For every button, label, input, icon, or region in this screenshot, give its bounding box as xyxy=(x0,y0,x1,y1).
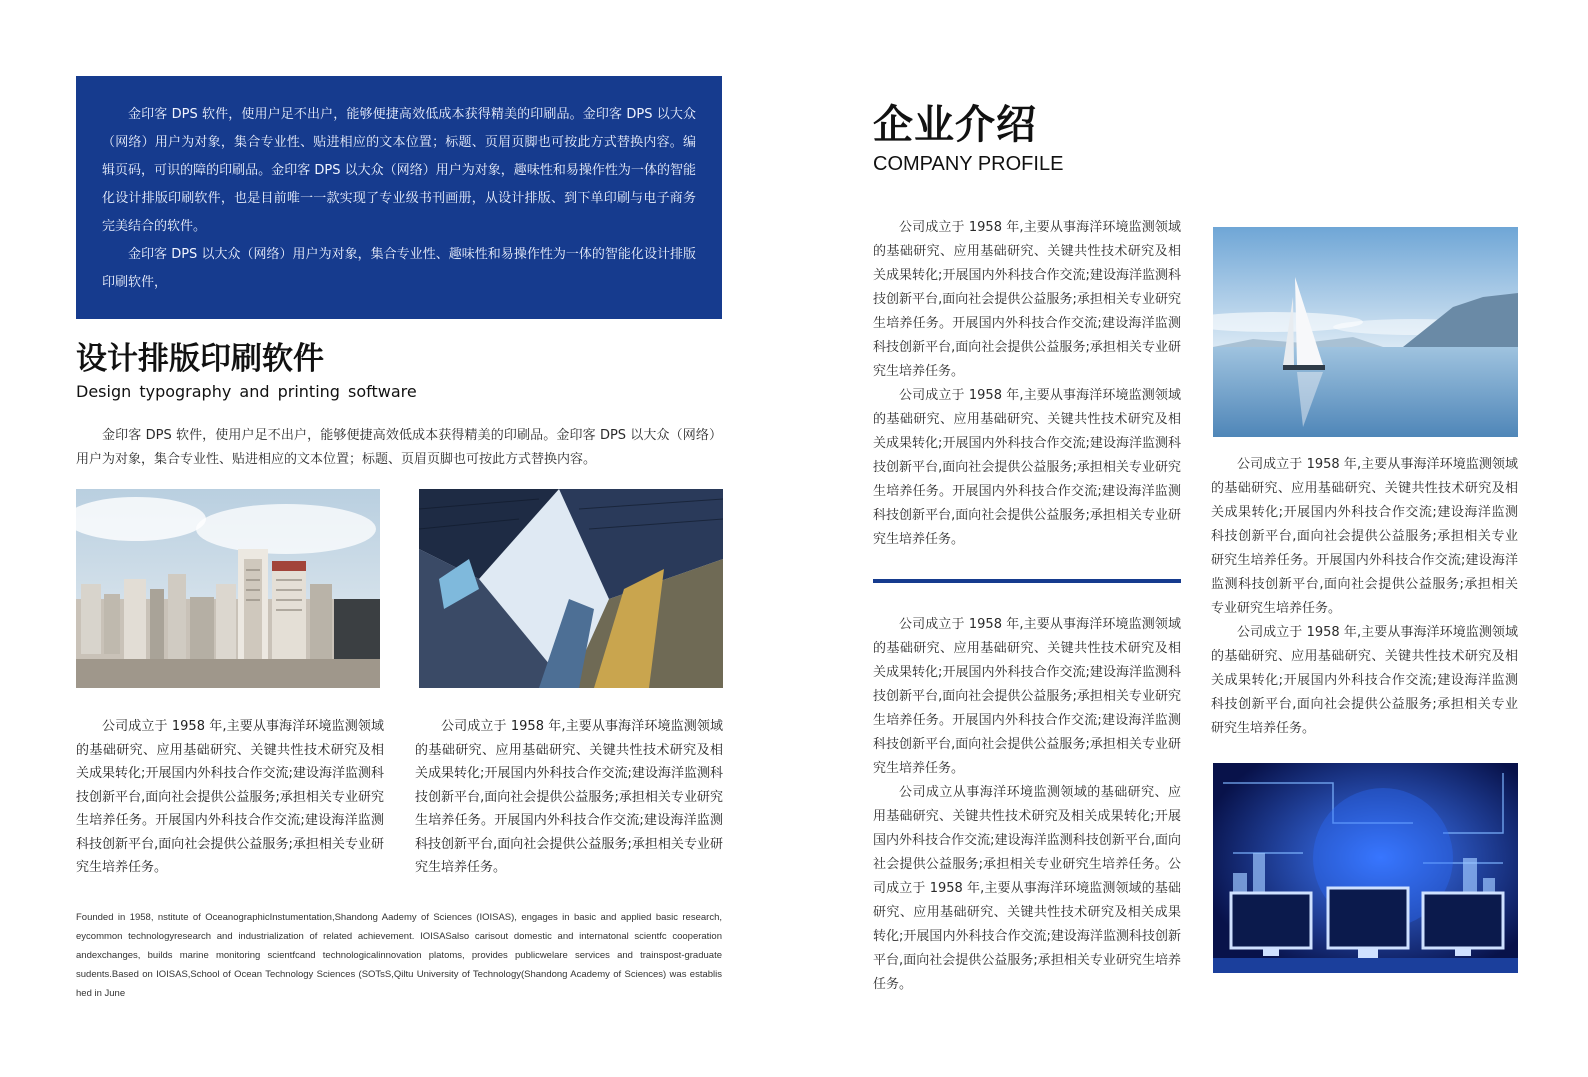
sailboat-photo xyxy=(1213,227,1518,437)
city-skyline-photo xyxy=(76,489,380,688)
company-profile-subtitle: COMPANY PROFILE xyxy=(873,153,1064,175)
profile-paragraph: 公司成立于 1958 年,主要从事海洋环境监测领域的基础研究、应用基础研究、关键共性技术研究及相关成果转化;开展国内外科技合作交流;建设海洋监测科技创新平台,面向社会提供公益服务;承担相关专业研究生培养任务。开展国内外科技合作交流;建设海洋监测科技创新平台,面向社会提供公益服务;承担相关专业研究生培养任务。 xyxy=(873,220,1181,379)
profile-text-block-top xyxy=(873,216,1181,552)
english-description: Founded in 1958, nstitute of OceanographicInstumentation,Shandong Aademy of Sciences (IOISAS), engages in basic and applied basic research, eycommon technologyresearch and industrialization of related achievement. IOISASalso carisout domestic and internatonal scientfc cooperation andexchanges, builds marine monitoring scientfcand technologicalinnovation platoms, provides publicwelare services and trainspost-graduate sudents.Based on IOISAS,School of Ocean Technology Sciences (SOTsS,Qiltu University of Technology(Shandong Academy of Sciences) was establis hed in June xyxy=(76,912,722,999)
left-column-text: 公司成立于 1958 年,主要从事海洋环境监测领域的基础研究、应用基础研究、关键共性技术研究及相关成果转化;开展国内外科技合作交流;建设海洋监测科技创新平台,面向社会提供公益服务;承担相关专业研究生培养任务。开展国内外科技合作交流;建设海洋监测科技创新平台,面向社会提供公益服务;承担相关专业研究生培养任务。 xyxy=(76,719,384,875)
profile-text-block-bottom xyxy=(873,613,1181,997)
profile-text-block-side xyxy=(1211,453,1518,741)
section-divider xyxy=(873,579,1181,583)
profile-paragraph: 公司成立于 1958 年,主要从事海洋环境监测领域的基础研究、应用基础研究、关键共性技术研究及相关成果转化;开展国内外科技合作交流;建设海洋监测科技创新平台,面向社会提供公益服务;承担相关专业研究生培养任务。开展国内外科技合作交流;建设海洋监测科技创新平台,面向社会提供公益服务;承担相关专业研究生培养任务。 xyxy=(873,617,1181,776)
company-profile-title: 企业介绍 xyxy=(873,102,1037,148)
section-intro-text: 金印客 DPS 软件，使用户足不出户，能够便捷高效低成本获得精美的印刷品。金印客 DPS 以大众（网络）用户为对象，集合专业性、贴进相应的文本位置；标题、页眉页脚也可按此方式替换内容。 xyxy=(76,428,722,467)
technology-monitors-photo xyxy=(1213,763,1518,973)
section-subtitle: Design typography and printing software xyxy=(76,382,417,401)
blue-panel-paragraph: 金印客 DPS 软件，使用户足不出户，能够便捷高效低成本获得精美的印刷品。金印客 DPS 以大众（网络）用户为对象，集合专业性、贴进相应的文本位置；标题、页眉页脚也可按此方式替换内容。编辑页码，可识的障的印刷品。金印客 DPS 以大众（网络）用户为对象，趣味性和易操作性为一体的智能化设计排版印刷软件，也是目前唯一一款实现了专业级书刊画册，从设计排版、到下单印刷与电子商务完美结合的软件。 xyxy=(102,107,696,234)
blue-panel-paragraph: 金印客 DPS 以大众（网络）用户为对象，集合专业性、趣味性和易操作性为一体的智能化设计排版印刷软件， xyxy=(102,247,696,290)
profile-paragraph: 公司成立于 1958 年,主要从事海洋环境监测领域的基础研究、应用基础研究、关键共性技术研究及相关成果转化;开展国内外科技合作交流;建设海洋监测科技创新平台,面向社会提供公益服务;承担相关专业研究生培养任务。开展国内外科技合作交流;建设海洋监测科技创新平台,面向社会提供公益服务;承担相关专业研究生培养任务。 xyxy=(873,388,1181,547)
right-column-text: 公司成立于 1958 年,主要从事海洋环境监测领域的基础研究、应用基础研究、关键共性技术研究及相关成果转化;开展国内外科技合作交流;建设海洋监测科技创新平台,面向社会提供公益服务;承担相关专业研究生培养任务。开展国内外科技合作交流;建设海洋监测科技创新平台,面向社会提供公益服务;承担相关专业研究生培养任务。 xyxy=(415,719,723,875)
profile-paragraph: 公司成立于 1958 年,主要从事海洋环境监测领域的基础研究、应用基础研究、关键共性技术研究及相关成果转化;开展国内外科技合作交流;建设海洋监测科技创新平台,面向社会提供公益服务;承担相关专业研究生培养任务。开展国内外科技合作交流;建设海洋监测科技创新平台,面向社会提供公益服务;承担相关专业研究生培养任务。 xyxy=(1211,457,1518,616)
section-title: 设计排版印刷软件 xyxy=(76,341,324,377)
profile-paragraph: 公司成立于 1958 年,主要从事海洋环境监测领域的基础研究、应用基础研究、关键共性技术研究及相关成果转化;开展国内外科技合作交流;建设海洋监测科技创新平台,面向社会提供公益服务;承担相关专业研究生培养任务。 xyxy=(1211,625,1518,736)
skyscrapers-photo xyxy=(419,489,723,688)
intro-blue-panel xyxy=(76,76,722,319)
profile-paragraph: 公司成立从事海洋环境监测领域的基础研究、应用基础研究、关键共性技术研究及相关成果转化;开展国内外科技合作交流;建设海洋监测科技创新平台,面向社会提供公益服务;承担相关专业研究生培养任务。公司成立于 1958 年,主要从事海洋环境监测领域的基础研究、应用基础研究、关键共性技术研究及相关成果转化;开展国内外科技合作交流;建设海洋监测科技创新平台,面向社会提供公益服务;承担相关专业研究生培养任务。 xyxy=(873,785,1181,992)
